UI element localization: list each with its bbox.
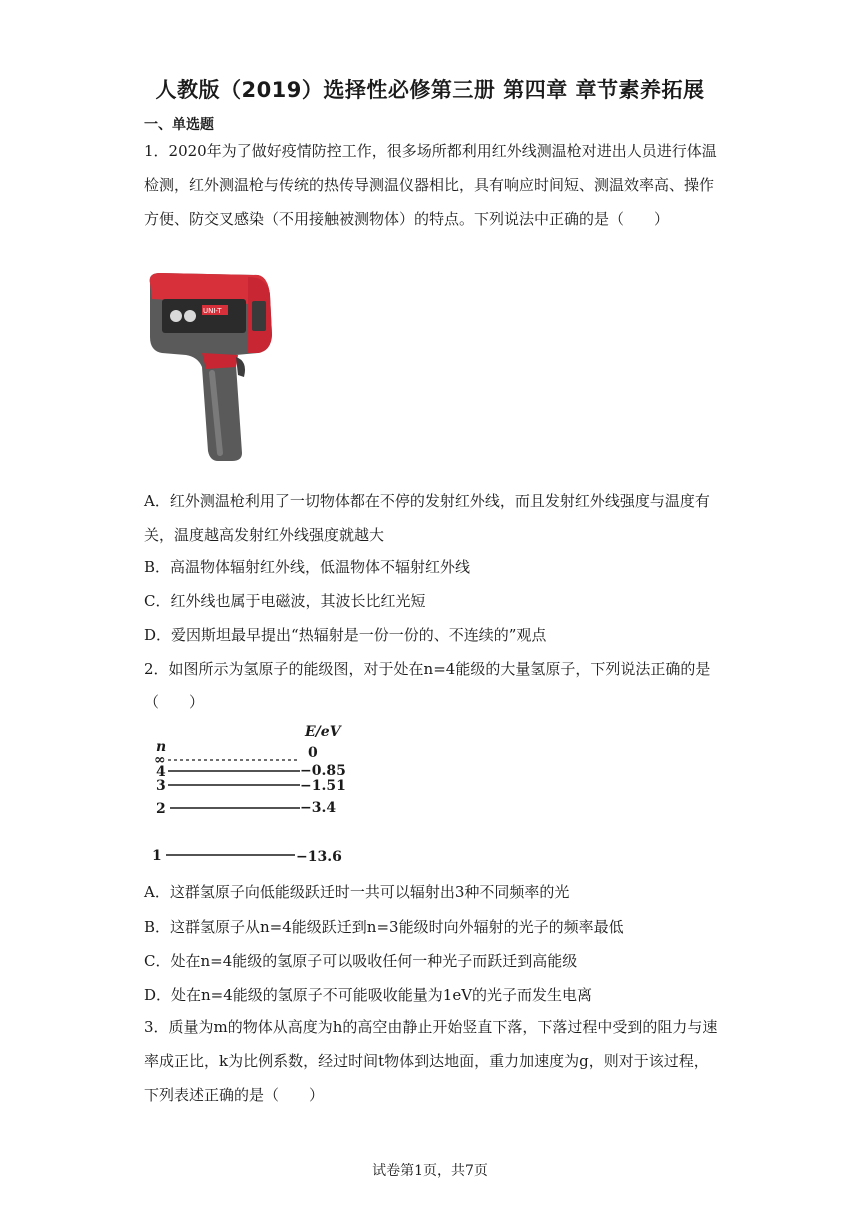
hydrogen-energy-level-diagram [150, 722, 350, 867]
level-energy-inf: 0 [308, 745, 318, 761]
level-n-3: 3 [156, 778, 166, 794]
q2-option-c: C．处在n=4能级的氢原子可以吸收任何一种光子而跃迁到高能级 [144, 952, 578, 970]
n-label: n [156, 739, 167, 755]
section-heading: 一、单选题 [144, 117, 214, 133]
q2-option-b: B．这群氢原子从n=4能级跃迁到n=3能级时向外辐射的光子的频率最低 [144, 918, 624, 936]
level-energy-4: −0.85 [300, 763, 346, 779]
q2-option-d: D．处在n=4能级的氢原子不可能吸收能量为1eV的光子而发生电离 [144, 986, 593, 1004]
q2-stem-line1: 2．如图所示为氢原子的能级图，对于处在n=4能级的大量氢原子，下列说法正确的是 [144, 660, 711, 678]
infrared-thermometer-image [140, 265, 280, 465]
level-n-4: 4 [156, 764, 166, 780]
energy-axis-label: E/eV [305, 724, 341, 740]
level-energy-1: −13.6 [296, 849, 342, 865]
level-n-inf: ∞ [154, 752, 166, 768]
level-energy-2: −3.4 [300, 800, 337, 816]
page-footer: 试卷第1页，共7页 [372, 1163, 488, 1179]
q1-option-c: C．红外线也属于电磁波，其波长比红光短 [144, 592, 426, 610]
level-n-1: 1 [152, 848, 162, 864]
device-label: UNI-T [203, 307, 222, 315]
q1-option-b: B．高温物体辐射红外线，低温物体不辐射红外线 [144, 558, 471, 576]
q3-stem: 3．质量为m的物体从高度为h的高空由静止开始竖直下落，下落过程中受到的阻力与速率成正比，k为比例系数，经过时间t物体到达地面，重力加速度为g，则对于该过程，下列表述正确的是（ ） [144, 1018, 718, 1104]
level-n-2: 2 [156, 801, 166, 817]
q2-stem-line2: （ ） [144, 693, 205, 711]
q2-option-a: A．这群氢原子向低能级跃迁时一共可以辐射出3种不同频率的光 [144, 883, 570, 901]
q1-option-a: A．红外测温枪利用了一切物体都在不停的发射红外线，而且发射红外线强度与温度有关，温度越高发射红外线强度就越大 [144, 492, 710, 544]
level-energy-3: −1.51 [300, 778, 346, 794]
page-title: 人教版（2019）选择性必修第三册 第四章 章节素养拓展 [155, 78, 705, 102]
q1-option-d: D．爱因斯坦最早提出“热辐射是一份一份的、不连续的”观点 [144, 626, 547, 644]
q1-stem: 1．2020年为了做好疫情防控工作，很多场所都利用红外线测温枪对进出人员进行体温检测，红外测温枪与传统的热传导测温仪器相比，具有响应时间短、测温效率高、操作方便、防交叉感染（不用接触被测物体）的特点。下列说法中正确的是（ ） [144, 142, 717, 228]
